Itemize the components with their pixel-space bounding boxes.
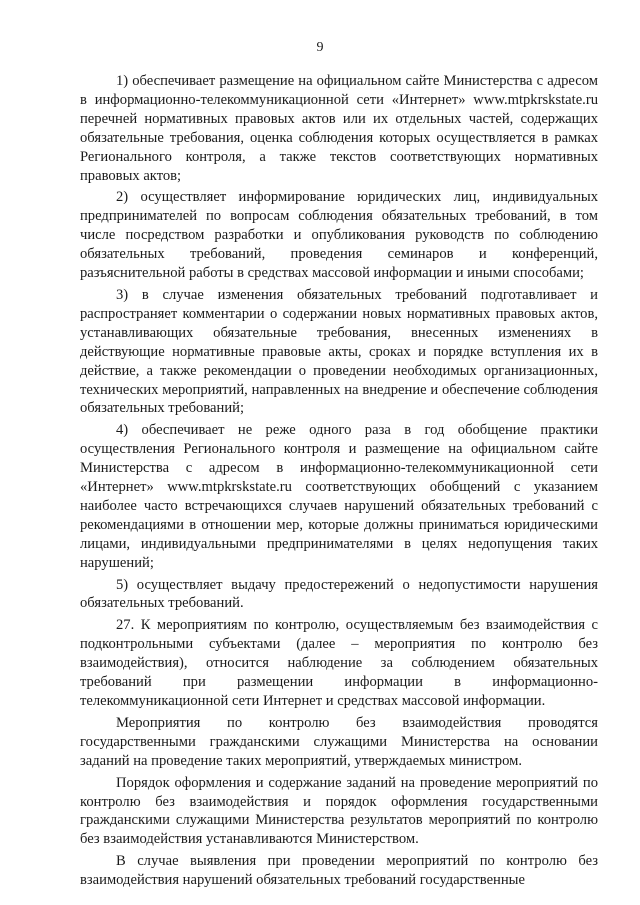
document-body [80,72,598,893]
paragraph-item-4: 4) обеспечивает не реже одного раза в год обобщение практики осуществления Регионального контроля и размещение на официальном сайте Министерства с адресом в информационно-телекоммуникационной сети «Интернет» www.mtpkrskstate.ru соответствующих обобщений с указанием наиболее часто встречающихся случаев нарушений обязательных требований с рекомендациями в отношении мер, которые должны приниматься юридическими лицами, индивидуальными предпринимателями в целях недопущения таких нарушений; [80,422,598,571]
paragraph-procedure: Порядок оформления и содержание заданий на проведение мероприятий по контролю без взаимодействия и порядок оформления государственными гражданскими служащими Министерства результатов мероприятий по контролю без взаимодействия устанавливаются Министерством. [80,774,598,848]
paragraph-violations: В случае выявления при проведении мероприятий по контролю без взаимодействия нарушений обязательных требований государственные [80,853,598,889]
page-number: 9 [316,40,324,55]
paragraph-activities: Мероприятия по контролю без взаимодействия проводятся государственными гражданскими служащими Министерства на основании заданий на проведение таких мероприятий, утверждаемых министром. [80,714,598,769]
paragraph-item-2: 2) осуществляет информирование юридических лиц, индивидуальных предпринимателей по вопросам соблюдения обязательных требований, в том числе посредством разработки и опубликования руководств по соблюдению обязательных требований, проведения семинаров и конференций, разъяснительной работы в средствах массовой информации и иными способами; [80,189,598,282]
paragraph-item-5: 5) осуществляет выдачу предостережений о недопустимости нарушения обязательных требований. [80,576,598,612]
paragraph-clause-27: 27. К мероприятиям по контролю, осуществляемым без взаимодействия с подконтрольными субъектами (далее – мероприятия по контролю без взаимодействия), относится наблюдение за соблюдением обязательных требований при размещении информации в информационно-телекоммуникационной сети Интернет и средствах массовой информации. [80,617,598,709]
paragraph-item-1: 1) обеспечивает размещение на официальном сайте Министерства с адресом в информационно-телекоммуникационной сети «Интернет» www.mtpkrskstate.ru перечней нормативных правовых актов или их отдельных частей, содержащих обязательные требования, оценка соблюдения которых осуществляется в рамках Регионального контроля, а также текстов соответствующих нормативных правовых актов; [80,73,598,184]
paragraph-item-3: 3) в случае изменения обязательных требований подготавливает и распространяет комментарии о содержании новых нормативных правовых актов, устанавливающих обязательные требования, внесенных изменениях в действующие нормативные правовые акты, сроках и порядке вступления их в действие, а также рекомендации о проведении необходимых организационных, технических мероприятий, направленных на внедрение и обеспечение соблюдения обязательных требований; [80,286,598,417]
